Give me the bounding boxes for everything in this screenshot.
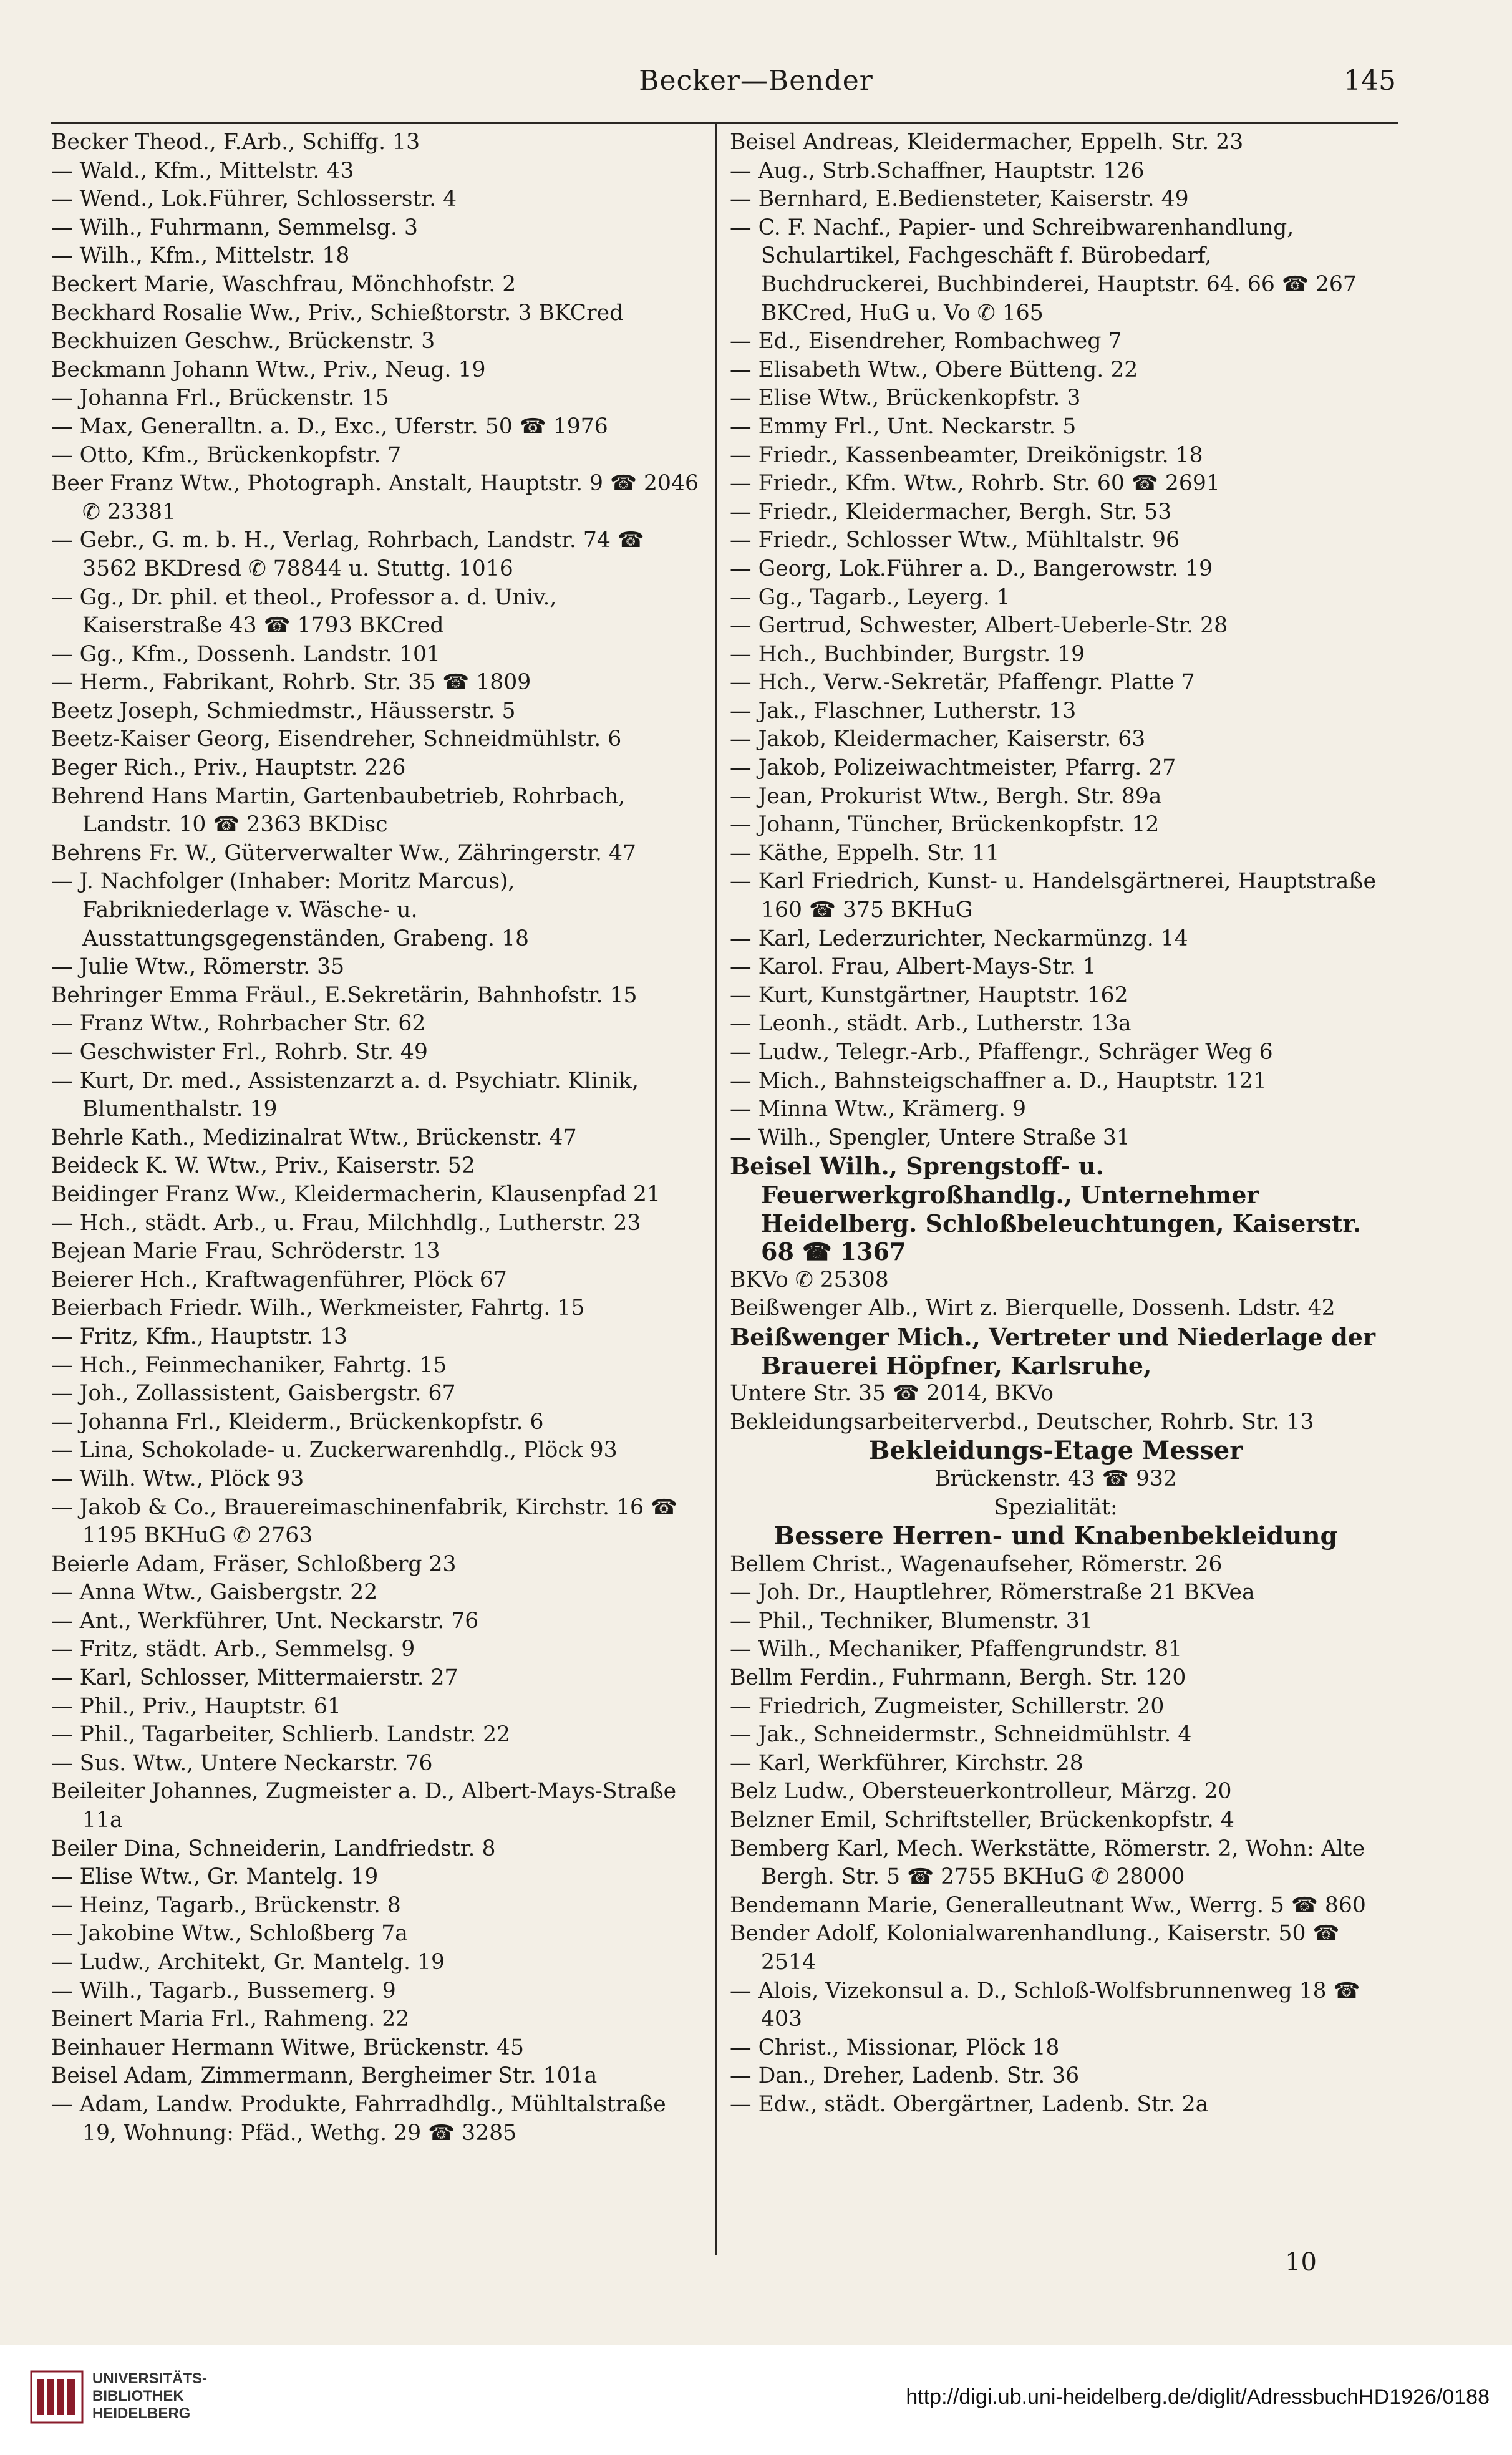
directory-entry: Bekleidungs-Etage Messer xyxy=(868,1436,1243,1466)
directory-entry: — Elise Wtw., Brückenkopfstr. 3 xyxy=(730,385,1081,411)
directory-entry: — Jakob & Co., Brauereimaschinenfabrik, Kirchstr. 16 ☎ 1195 BKHuG ✆ 2763 xyxy=(51,1494,678,1549)
directory-entry: — Jakobine Wtw., Schloßberg 7a xyxy=(51,1921,408,1947)
directory-entry: — Christ., Missionar, Plöck 18 xyxy=(730,2035,1060,2060)
directory-entry: Belz Ludw., Obersteuerkontrolleur, Märzg. 20 xyxy=(730,1779,1232,1804)
directory-entry: — Käthe, Eppelh. Str. 11 xyxy=(730,840,1000,866)
directory-entry: Beiler Dina, Schneiderin, Landfriedstr. 8 xyxy=(51,1836,496,1861)
directory-entry: — Friedrich, Zugmeister, Schillerstr. 20 xyxy=(730,1693,1165,1719)
directory-entry: Beißwenger Mich., Vertreter und Niederlage der Brauerei Höpfner, Karlsruhe, xyxy=(730,1322,1375,1380)
directory-entry: Beisel Wilh., Sprengstoff- u. Feuerwerkgroßhandlg., Unternehmer Heidelberg. Schloßbeleuchtungen, Kaiserstr. 68 ☎ 1367 xyxy=(730,1152,1362,1266)
directory-entry: Bellem Christ., Wagenaufseher, Römerstr. 26 xyxy=(730,1551,1223,1577)
directory-entry: Beger Rich., Priv., Hauptstr. 226 xyxy=(51,755,406,781)
directory-entry: — Gg., Dr. phil. et theol., Professor a. d. Univ., Kaiserstraße 43 ☎ 1793 BKCred xyxy=(51,584,557,639)
directory-entry: Beinhauer Hermann Witwe, Brückenstr. 45 xyxy=(51,2035,524,2060)
directory-entry: — Gg., Tagarb., Leyerg. 1 xyxy=(730,584,1010,610)
directory-entry: — Wilh., Spengler, Untere Straße 31 xyxy=(730,1125,1130,1150)
directory-entry: Beckhard Rosalie Ww., Priv., Schießtorstr. 3 BKCred xyxy=(51,300,624,326)
directory-entry: — Lina, Schokolade- u. Zuckerwarenhdlg., Plöck 93 xyxy=(51,1438,618,1463)
directory-entry: — Johanna Frl., Brückenstr. 15 xyxy=(51,385,389,411)
directory-entry: Belzner Emil, Schriftsteller, Brückenkopfstr. 4 xyxy=(730,1808,1234,1833)
directory-entry: — Phil., Priv., Hauptstr. 61 xyxy=(51,1693,341,1719)
directory-entry: Beer Franz Wtw., Photograph. Anstalt, Hauptstr. 9 ☎ 2046 ✆ 23381 xyxy=(51,471,699,525)
directory-entry: Beinert Maria Frl., Rahmeng. 22 xyxy=(51,2007,410,2032)
directory-entry: BKVo ✆ 25308 xyxy=(730,1267,889,1292)
directory-entry: Bendemann Marie, Generalleutnant Ww., Werrg. 5 ☎ 860 xyxy=(730,1892,1366,1918)
column-divider xyxy=(715,122,717,2255)
directory-entry: — Ludw., Telegr.-Arb., Pfaffengr., Schräger Weg 6 xyxy=(730,1040,1273,1065)
directory-entry: — Sus. Wtw., Untere Neckarstr. 76 xyxy=(51,1750,433,1776)
directory-entry: — Hch., Buchbinder, Burgstr. 19 xyxy=(730,641,1085,667)
directory-entry: — Gg., Kfm., Dossenh. Landstr. 101 xyxy=(51,641,441,667)
directory-entry: — Hch., Verw.-Sekretär, Pfaffengr. Platte 7 xyxy=(730,670,1195,695)
directory-entry: — Edw., städt. Obergärtner, Ladenb. Str. 2a xyxy=(730,2091,1209,2117)
footer-bar xyxy=(0,2345,1512,2455)
directory-entry: Bemberg Karl, Mech. Werkstätte, Römerstr. 2, Wohn: Alte Bergh. Str. 5 ☎ 2755 BKHuG ✆ 28000 xyxy=(730,1836,1365,1890)
directory-entry: — Jakob, Kleidermacher, Kaiserstr. 63 xyxy=(730,727,1146,752)
directory-entry: — Bernhard, E.Bediensteter, Kaiserstr. 49 xyxy=(730,186,1189,212)
directory-entry: — Wilh., Fuhrmann, Semmelsg. 3 xyxy=(51,215,418,240)
directory-entry: — Heinz, Tagarb., Brückenstr. 8 xyxy=(51,1892,401,1918)
directory-entry: — Wald., Kfm., Mittelstr. 43 xyxy=(51,158,354,183)
directory-entry: Behringer Emma Fräul., E.Sekretärin, Bahnhofstr. 15 xyxy=(51,982,637,1008)
library-name-line: BIBLIOTHEK xyxy=(92,2388,184,2404)
directory-entry: Beierle Adam, Fräser, Schloßberg 23 xyxy=(51,1551,457,1577)
directory-entry: — Wilh., Mechaniker, Pfaffengrundstr. 81 xyxy=(730,1637,1183,1662)
directory-entry: Becker Theod., F.Arb., Schiffg. 13 xyxy=(51,130,420,155)
directory-entry: Beisel Adam, Zimmermann, Bergheimer Str. 101a xyxy=(51,2063,598,2089)
directory-entry: — Minna Wtw., Krämerg. 9 xyxy=(730,1097,1026,1122)
directory-entry: — Karl, Lederzurichter, Neckarmünzg. 14 xyxy=(730,926,1188,951)
header-rule xyxy=(51,122,1398,124)
directory-entry: Bessere Herren- und Knabenbekleidung xyxy=(773,1521,1338,1551)
directory-entry: — J. Nachfolger (Inhaber: Moritz Marcus), Fabrikniederlage v. Wäsche- u. Ausstattungsgegenständen, Grabeng. 18 xyxy=(51,869,530,951)
page-number: 145 xyxy=(1344,65,1396,97)
directory-entry: — Wilh. Wtw., Plöck 93 xyxy=(51,1466,304,1491)
directory-entry: — Friedr., Kleidermacher, Bergh. Str. 53 xyxy=(730,499,1172,525)
directory-entry: — Jean, Prokurist Wtw., Bergh. Str. 89a xyxy=(730,783,1162,809)
directory-entry: — Geschwister Frl., Rohrb. Str. 49 xyxy=(51,1040,428,1065)
directory-entry: Beetz Joseph, Schmiedmstr., Häusserstr. 5 xyxy=(51,698,516,724)
directory-entry: — Julie Wtw., Römerstr. 35 xyxy=(51,954,345,980)
directory-entry: — Dan., Dreher, Ladenb. Str. 36 xyxy=(730,2063,1080,2089)
directory-entry: — Karol. Frau, Albert-Mays-Str. 1 xyxy=(730,954,1097,980)
directory-entry: — Ludw., Architekt, Gr. Mantelg. 19 xyxy=(51,1950,445,1975)
directory-entry: Beckmann Johann Wtw., Priv., Neug. 19 xyxy=(51,357,486,382)
library-name-line: HEIDELBERG xyxy=(92,2405,191,2422)
directory-entry: Bejean Marie Frau, Schröderstr. 13 xyxy=(51,1239,440,1264)
library-logo-icon xyxy=(30,2370,84,2424)
directory-entry: Bellm Ferdin., Fuhrmann, Bergh. Str. 120 xyxy=(730,1665,1186,1691)
directory-entry: — Fritz, Kfm., Hauptstr. 13 xyxy=(51,1324,348,1349)
directory-entry: Beileiter Johannes, Zugmeister a. D., Albert-Mays-Straße 11a xyxy=(51,1779,677,1833)
directory-entry: — Phil., Tagarbeiter, Schlierb. Landstr. 22 xyxy=(51,1722,511,1748)
directory-entry: — Gertrud, Schwester, Albert-Ueberle-Str. 28 xyxy=(730,613,1228,639)
directory-entry: — Friedr., Kfm. Wtw., Rohrb. Str. 60 ☎ 2691 xyxy=(730,471,1220,496)
directory-entry: — Adam, Landw. Produkte, Fahrradhdlg., Mühltalstraße 19, Wohnung: Pfäd., Wethg. 29 ☎ 3285 xyxy=(51,2091,666,2146)
directory-entry: — Jak., Schneidermstr., Schneidmühlstr. 4 xyxy=(730,1722,1192,1748)
directory-entry: Beckhuizen Geschw., Brückenstr. 3 xyxy=(51,329,435,354)
signature-number: 10 xyxy=(1285,2248,1317,2277)
directory-entry: — Elise Wtw., Gr. Mantelg. 19 xyxy=(51,1864,379,1890)
directory-entry: — Gebr., G. m. b. H., Verlag, Rohrbach, Landstr. 74 ☎ 3562 BKDresd ✆ 78844 u. Stuttg. 1016 xyxy=(51,528,644,581)
directory-entry: — Elisabeth Wtw., Obere Bütteng. 22 xyxy=(730,357,1138,382)
directory-entry: — Mich., Bahnsteigschaffner a. D., Hauptstr. 121 xyxy=(730,1068,1267,1093)
directory-entry: Beisel Andreas, Kleidermacher, Eppelh. Str. 23 xyxy=(730,130,1244,155)
library-name xyxy=(92,2370,207,2423)
directory-entry: — Friedr., Schlosser Wtw., Mühltalstr. 96 xyxy=(730,528,1180,553)
directory-entry: Beierer Hch., Kraftwagenführer, Plöck 67 xyxy=(51,1267,507,1292)
directory-entry: — Max, Generalltn. a. D., Exc., Uferstr. 50 ☎ 1976 xyxy=(51,414,608,439)
directory-entry: Brückenstr. 43 ☎ 932 xyxy=(934,1466,1177,1491)
source-url-link[interactable]: http://digi.ub.uni-heidelberg.de/diglit/AdressbuchHD1926/0188 xyxy=(906,2385,1490,2409)
directory-entry: — Johann, Tüncher, Brückenkopfstr. 12 xyxy=(730,812,1160,838)
directory-entry: — Georg, Lok.Führer a. D., Bangerowstr. 19 xyxy=(730,556,1213,581)
directory-entry: — Johanna Frl., Kleiderm., Brückenkopfstr. 6 xyxy=(51,1409,544,1435)
directory-entry: — Friedr., Kassenbeamter, Dreikönigstr. 18 xyxy=(730,442,1203,468)
library-logo xyxy=(30,2359,292,2440)
directory-entry: — Ed., Eisendreher, Rombachweg 7 xyxy=(730,329,1122,354)
directory-entry: — Hch., Feinmechaniker, Fahrtg. 15 xyxy=(51,1352,447,1378)
left-column xyxy=(51,128,703,2262)
directory-entry: Bekleidungsarbeiterverbd., Deutscher, Rohrb. Str. 13 xyxy=(730,1409,1314,1435)
directory-entry: — Wilh., Kfm., Mittelstr. 18 xyxy=(51,243,350,269)
directory-entry: — Ant., Werkführer, Unt. Neckarstr. 76 xyxy=(51,1608,479,1634)
directory-entry: Untere Str. 35 ☎ 2014, BKVo xyxy=(730,1381,1054,1407)
directory-entry: Behrle Kath., Medizinalrat Wtw., Brückenstr. 47 xyxy=(51,1125,577,1150)
directory-entry: — Jak., Flaschner, Lutherstr. 13 xyxy=(730,698,1077,724)
directory-entry: — Fritz, städt. Arb., Semmelsg. 9 xyxy=(51,1637,415,1662)
directory-entry: Bender Adolf, Kolonialwarenhandlung., Kaiserstr. 50 ☎ 2514 xyxy=(730,1921,1340,1975)
directory-entry: — Wilh., Tagarb., Bussemerg. 9 xyxy=(51,1978,396,2003)
directory-entry: — Karl, Schlosser, Mittermaierstr. 27 xyxy=(51,1665,458,1691)
directory-entry: Beierbach Friedr. Wilh., Werkmeister, Fahrtg. 15 xyxy=(51,1295,585,1321)
directory-entry: — Emmy Frl., Unt. Neckarstr. 5 xyxy=(730,414,1077,439)
page-header xyxy=(0,65,1512,115)
directory-entry: Behrend Hans Martin, Gartenbaubetrieb, Rohrbach, Landstr. 10 ☎ 2363 BKDisc xyxy=(51,783,626,838)
directory-entry: — Leonh., städt. Arb., Lutherstr. 13a xyxy=(730,1011,1132,1037)
directory-entry: — Alois, Vizekonsul a. D., Schloß-Wolfsbrunnenweg 18 ☎ 403 xyxy=(730,1978,1360,2032)
directory-entry: Beißwenger Alb., Wirt z. Bierquelle, Dossenh. Ldstr. 42 xyxy=(730,1295,1335,1321)
directory-entry: Behrens Fr. W., Güterverwalter Ww., Zähringerstr. 47 xyxy=(51,840,637,866)
directory-entry: — Joh. Dr., Hauptlehrer, Römerstraße 21 BKVea xyxy=(730,1580,1255,1605)
directory-entry: — C. F. Nachf., Papier- und Schreibwarenhandlung, Schulartikel, Fachgeschäft f. Bürobedarf, Buchdruckerei, Buchbinderei, Hauptstr. 64. 66 ☎ 267 BKCred, HuG u. Vo ✆ 165 xyxy=(730,215,1357,326)
directory-entry: Beckert Marie, Waschfrau, Mönchhofstr. 2 xyxy=(51,271,516,297)
directory-entry: — Hch., städt. Arb., u. Frau, Milchhdlg., Lutherstr. 23 xyxy=(51,1210,641,1236)
directory-entry: — Kurt, Dr. med., Assistenzarzt a. d. Psychiatr. Klinik, Blumenthalstr. 19 xyxy=(51,1068,639,1122)
directory-entry: Spezialität: xyxy=(994,1494,1118,1520)
directory-entry: Beetz-Kaiser Georg, Eisendreher, Schneidmühlstr. 6 xyxy=(51,727,622,752)
directory-entry: — Karl, Werkführer, Kirchstr. 28 xyxy=(730,1750,1083,1776)
directory-entry: Beidinger Franz Ww., Kleidermacherin, Klausenpfad 21 xyxy=(51,1181,661,1207)
directory-entry: — Karl Friedrich, Kunst- u. Handelsgärtnerei, Hauptstraße 160 ☎ 375 BKHuG xyxy=(730,869,1376,923)
directory-entry: — Franz Wtw., Rohrbacher Str. 62 xyxy=(51,1011,426,1037)
directory-entry: — Herm., Fabrikant, Rohrb. Str. 35 ☎ 1809 xyxy=(51,670,531,695)
directory-entry: — Phil., Techniker, Blumenstr. 31 xyxy=(730,1608,1093,1634)
library-name-line: UNIVERSITÄTS- xyxy=(92,2370,208,2387)
directory-entry: — Aug., Strb.Schaffner, Hauptstr. 126 xyxy=(730,158,1145,183)
directory-entry: — Kurt, Kunstgärtner, Hauptstr. 162 xyxy=(730,982,1128,1008)
directory-entry: Beideck K. W. Wtw., Priv., Kaiserstr. 52 xyxy=(51,1153,475,1179)
directory-entry: — Otto, Kfm., Brückenkopfstr. 7 xyxy=(51,442,402,468)
directory-entry: — Jakob, Polizeiwachtmeister, Pfarrg. 27 xyxy=(730,755,1176,781)
running-title: Becker—Bender xyxy=(639,65,873,97)
directory-entry: — Anna Wtw., Gaisbergstr. 22 xyxy=(51,1580,378,1605)
directory-entry: — Wend., Lok.Führer, Schlosserstr. 4 xyxy=(51,186,457,212)
right-column xyxy=(730,128,1382,2262)
directory-entry: — Joh., Zollassistent, Gaisbergstr. 67 xyxy=(51,1381,456,1407)
